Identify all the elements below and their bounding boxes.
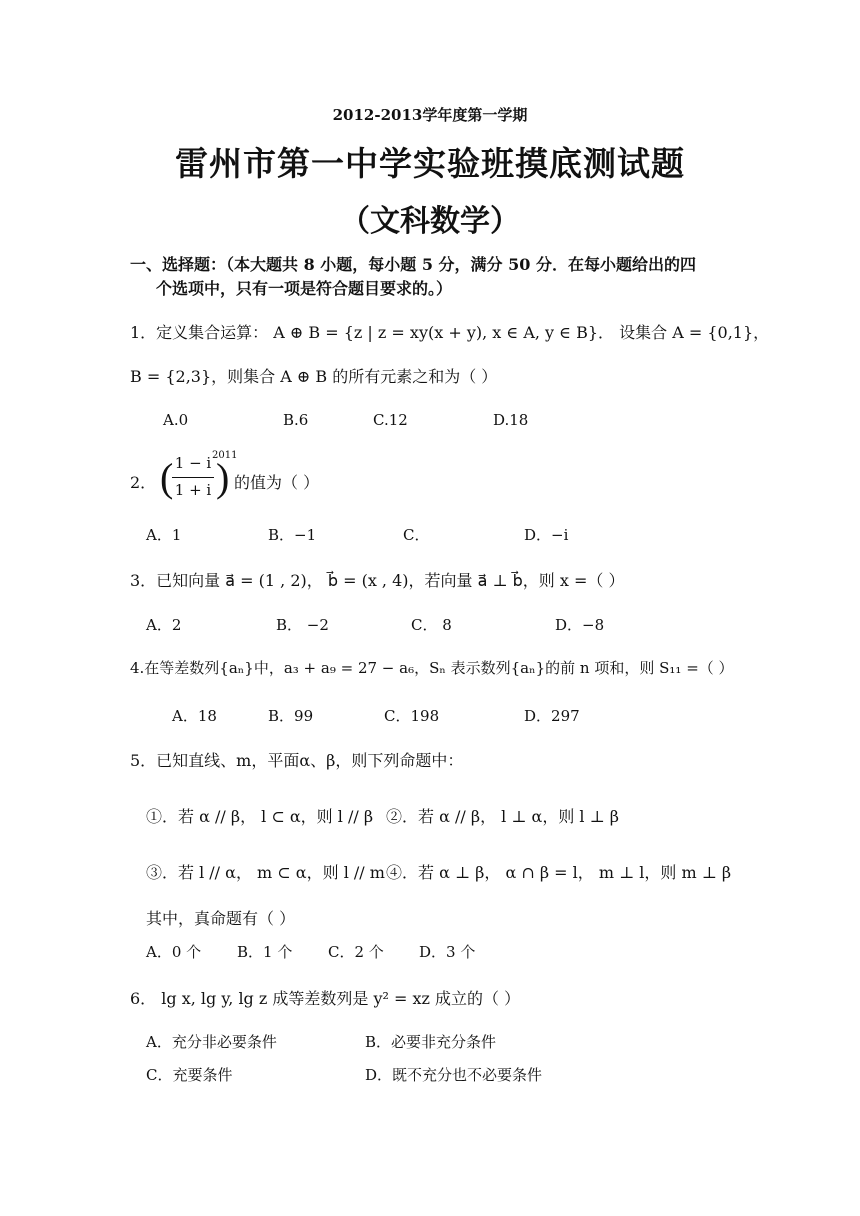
q2-number: 2． — [130, 473, 157, 492]
q2-option-d: D．−i — [524, 526, 569, 544]
q5-proposition-2: ②．若 α // β， l ⊥ α，则 l ⊥ β — [386, 807, 619, 826]
q6-line: 6． lg x, lg y, lg z 成等差数列是 y² = xz 成立的（ ） — [130, 989, 521, 1008]
q1-option-d: D.18 — [493, 411, 529, 429]
q2-option-c: C． — [403, 526, 430, 544]
q1-option-c: C.12 — [373, 411, 408, 429]
q2-right-paren: ) — [216, 455, 230, 500]
q5-option-c: C．2 个 — [328, 943, 384, 961]
semester-label: 2012-2013学年度第一学期 — [332, 106, 528, 124]
q6-option-a: A．充分非必要条件 — [146, 1033, 277, 1051]
q2-exponent: 2011 — [212, 450, 238, 461]
q4-option-a: A．18 — [172, 707, 217, 725]
q5-proposition-1: ①．若 α // β， l ⊂ α，则 l // β — [146, 807, 374, 826]
q5-question: 其中，真命题有（ ） — [146, 909, 296, 928]
q5-line: 5．已知直线、m，平面α、β，则下列命题中： — [130, 751, 464, 770]
page-title: 雷州市第一中学实验班摸底测试题 — [175, 144, 685, 183]
q4-option-d: D．297 — [524, 707, 580, 725]
q1-option-a: A.0 — [163, 411, 189, 429]
q6-option-c: C．充要条件 — [146, 1066, 233, 1084]
q1-line2: B = {2,3}，则集合 A ⊕ B 的所有元素之和为（ ） — [130, 367, 498, 386]
q2-numerator: 1 − i — [174, 454, 212, 472]
page-subtitle: （文科数学） — [340, 204, 520, 239]
q5-option-d: D．3 个 — [419, 943, 476, 961]
q1-line1: 1．定义集合运算： A ⊕ B = {z | z = xy(x + y), x ∈ A, y ∈ B}． 设集合 A = {0,1}， — [130, 323, 770, 342]
q2-fraction-bar — [172, 477, 214, 478]
q2-option-b: B．−1 — [268, 526, 317, 544]
q4-option-b: B．99 — [268, 707, 314, 725]
q5-proposition-4: ④．若 α ⊥ β， α ∩ β = l， m ⊥ l，则 m ⊥ β — [386, 863, 732, 882]
q4-option-c: C．198 — [384, 707, 440, 725]
section-heading-line1: 一、选择题：（本大题共 8 小题，每小题 5 分，满分 50 分．在每小题给出的四 — [130, 255, 696, 274]
q2-option-a: A．1 — [146, 526, 182, 544]
q6-option-b: B．必要非充分条件 — [365, 1033, 497, 1051]
q6-option-d: D．既不充分也不必要条件 — [365, 1066, 543, 1084]
q5-option-b: B．1 个 — [237, 943, 293, 961]
q3-option-b: B． −2 — [276, 616, 329, 634]
q3-option-a: A．2 — [146, 616, 182, 634]
q5-option-a: A．0 个 — [146, 943, 202, 961]
q2-tail: 的值为（ ） — [234, 473, 320, 492]
section-heading-line2: 个选项中，只有一项是符合题目要求的。） — [156, 279, 453, 298]
q4-line: 4.在等差数列{aₙ}中，a₃ + a₉ = 27 − a₆，Sₙ 表示数列{aₙ}的前 n 项和，则 S₁₁ =（ ） — [130, 659, 734, 677]
q2-denominator: 1 + i — [174, 481, 212, 499]
q3-line: 3．已知向量 a⃗ = (1 , 2)， b⃗ = (x , 4)，若向量 a⃗ ⊥ b⃗，则 x =（ ） — [130, 571, 625, 590]
q5-proposition-3: ③．若 l // α， m ⊂ α，则 l // m — [146, 863, 385, 882]
q3-option-d: D．−8 — [555, 616, 605, 634]
q2-left-paren: ( — [160, 455, 174, 500]
q1-option-b: B.6 — [283, 411, 309, 429]
q3-option-c: C． 8 — [411, 616, 452, 634]
